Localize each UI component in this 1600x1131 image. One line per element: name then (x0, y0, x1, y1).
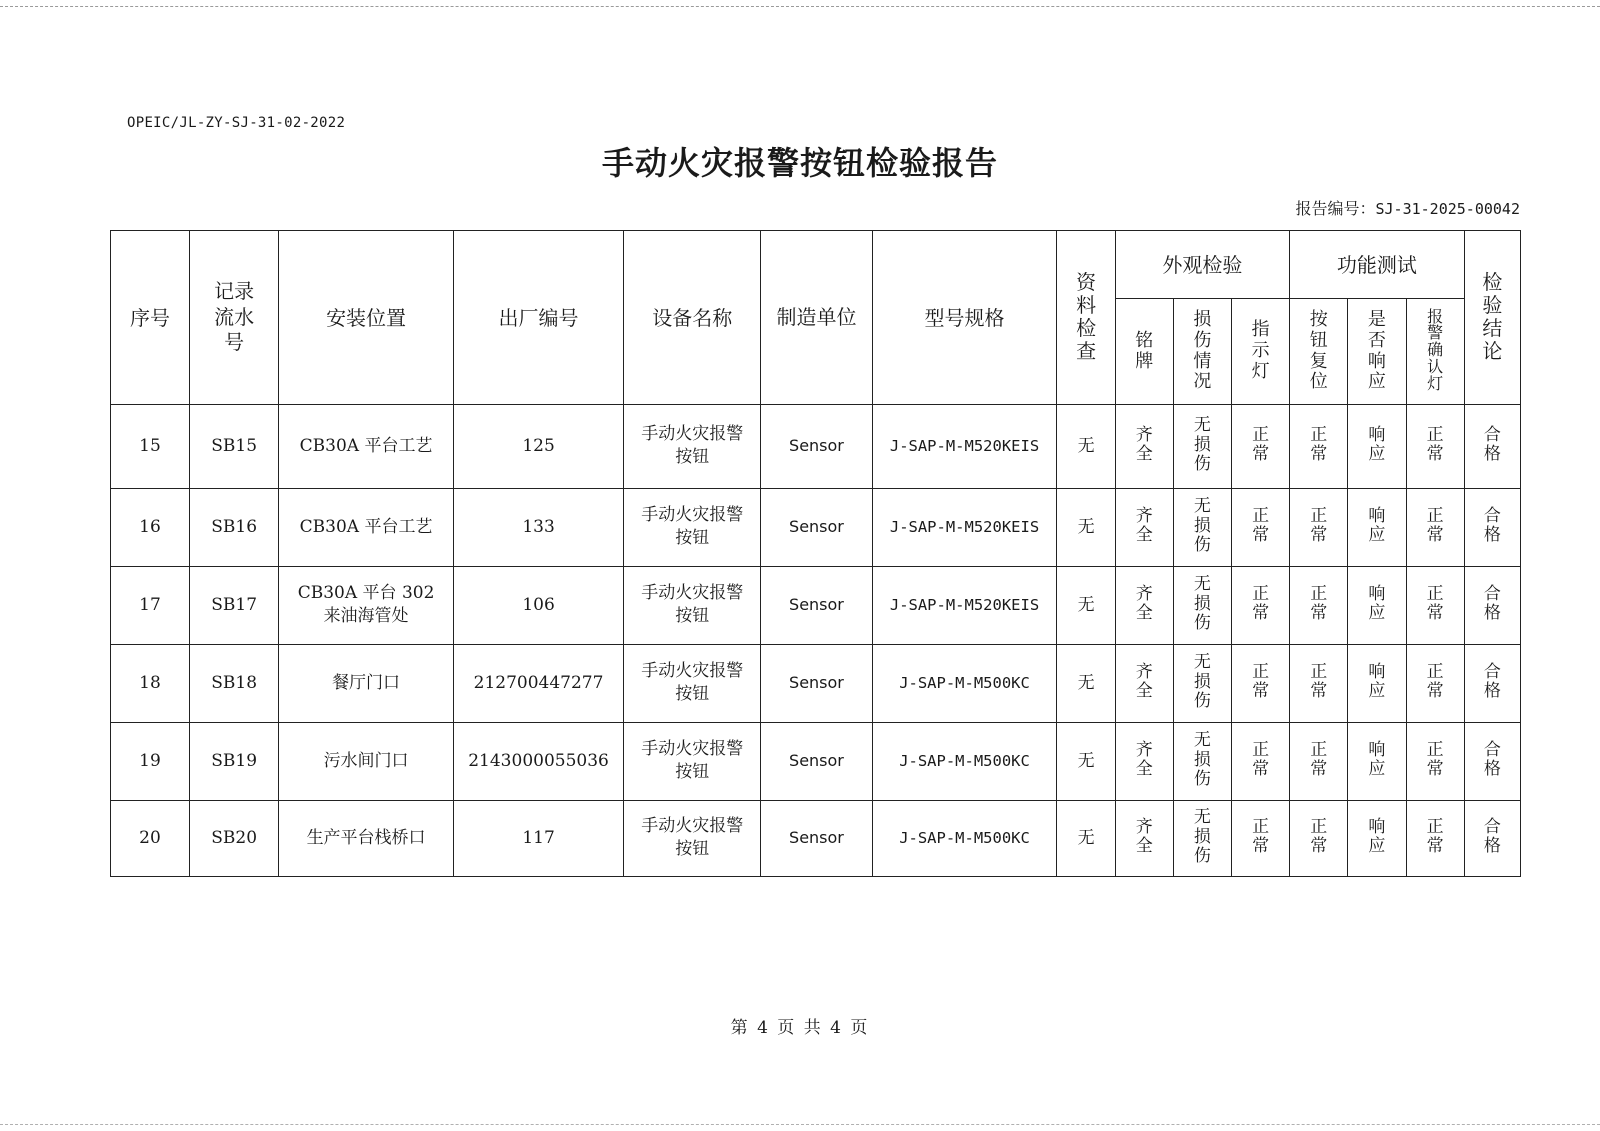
bottom-dashed-rule (0, 1124, 1600, 1125)
cell-maker: Sensor (761, 489, 872, 567)
cell-alarm-light: 正常 (1406, 723, 1464, 801)
header-function-test: 功能测试 (1290, 231, 1465, 299)
cell-indicator: 正常 (1232, 405, 1290, 489)
header-alarm-light: 报警确认灯 (1406, 299, 1464, 405)
header-conclusion: 检验结论 (1464, 231, 1520, 405)
report-number (1180, 196, 1520, 219)
cell-alarm-light: 正常 (1406, 489, 1464, 567)
cell-nameplate: 齐全 (1115, 801, 1173, 877)
cell-doc-check: 无 (1057, 489, 1115, 567)
cell-response: 响应 (1348, 567, 1406, 645)
cell-response: 响应 (1348, 801, 1406, 877)
cell-conclusion: 合格 (1464, 801, 1520, 877)
cell-reset: 正常 (1290, 405, 1348, 489)
cell-device-name: 手动火灾报警按钮 (624, 723, 761, 801)
cell-model: J-SAP-M-M500KC (872, 723, 1057, 801)
cell-response: 响应 (1348, 405, 1406, 489)
top-dashed-rule (0, 6, 1600, 7)
cell-alarm-light: 正常 (1406, 801, 1464, 877)
cell-doc-check: 无 (1057, 405, 1115, 489)
page-number: 第 4 页 共 4 页 (730, 1018, 870, 1038)
cell-maker: Sensor (761, 645, 872, 723)
cell-alarm-light: 正常 (1406, 645, 1464, 723)
cell-location: CB30A 平台工艺 (279, 405, 454, 489)
cell-reset: 正常 (1290, 801, 1348, 877)
cell-maker: Sensor (761, 723, 872, 801)
cell-serial: 212700447277 (453, 645, 623, 723)
cell-record-no: SB19 (189, 723, 278, 801)
cell-damage: 无损伤 (1173, 723, 1231, 801)
cell-doc-check: 无 (1057, 567, 1115, 645)
cell-conclusion: 合格 (1464, 723, 1520, 801)
cell-nameplate: 齐全 (1115, 645, 1173, 723)
cell-indicator: 正常 (1232, 567, 1290, 645)
header-nameplate: 铭牌 (1115, 299, 1173, 405)
cell-damage: 无损伤 (1173, 405, 1231, 489)
cell-seq: 20 (111, 801, 190, 877)
cell-conclusion: 合格 (1464, 645, 1520, 723)
cell-indicator: 正常 (1232, 801, 1290, 877)
cell-doc-check: 无 (1057, 723, 1115, 801)
cell-location: CB30A 平台 302 来油海管处 (279, 567, 454, 645)
cell-model: J-SAP-M-M500KC (872, 645, 1057, 723)
cell-location: 生产平台栈桥口 (279, 801, 454, 877)
header-appearance: 外观检验 (1115, 231, 1290, 299)
cell-doc-check: 无 (1057, 801, 1115, 877)
header-model: 型号规格 (872, 231, 1057, 405)
table-row (111, 645, 1521, 723)
cell-damage: 无损伤 (1173, 489, 1231, 567)
cell-seq: 19 (111, 723, 190, 801)
cell-location: 餐厅门口 (279, 645, 454, 723)
cell-device-name: 手动火灾报警按钮 (624, 645, 761, 723)
cell-location: CB30A 平台工艺 (279, 489, 454, 567)
cell-serial: 2143000055036 (453, 723, 623, 801)
cell-indicator: 正常 (1232, 645, 1290, 723)
table-row (111, 723, 1521, 801)
cell-seq: 16 (111, 489, 190, 567)
cell-location: 污水间门口 (279, 723, 454, 801)
header-indicator: 指示灯 (1232, 299, 1290, 405)
cell-record-no: SB17 (189, 567, 278, 645)
header-reset: 按钮复位 (1290, 299, 1348, 405)
cell-alarm-light: 正常 (1406, 567, 1464, 645)
table-row (111, 489, 1521, 567)
table-row (111, 567, 1521, 645)
cell-damage: 无损伤 (1173, 801, 1231, 877)
report-number-label: 报告编号： (1295, 199, 1376, 218)
cell-device-name: 手动火灾报警按钮 (624, 801, 761, 877)
cell-conclusion: 合格 (1464, 567, 1520, 645)
table-row (111, 405, 1521, 489)
cell-nameplate: 齐全 (1115, 723, 1173, 801)
cell-nameplate: 齐全 (1115, 405, 1173, 489)
header-record-no: 记录流水号 (189, 231, 278, 405)
header-device: 设备名称 (624, 231, 761, 405)
cell-conclusion: 合格 (1464, 489, 1520, 567)
cell-model: J-SAP-M-M500KC (872, 801, 1057, 877)
header-seq: 序号 (111, 231, 190, 405)
cell-reset: 正常 (1290, 723, 1348, 801)
header-location: 安装位置 (279, 231, 454, 405)
cell-record-no: SB20 (189, 801, 278, 877)
header-response: 是否响应 (1348, 299, 1406, 405)
cell-damage: 无损伤 (1173, 567, 1231, 645)
cell-nameplate: 齐全 (1115, 489, 1173, 567)
cell-reset: 正常 (1290, 489, 1348, 567)
document-code: OPEIC/JL-ZY-SJ-31-02-2022 (127, 115, 346, 131)
cell-device-name: 手动火灾报警按钮 (624, 567, 761, 645)
header-damage: 损伤情况 (1173, 299, 1231, 405)
cell-record-no: SB15 (189, 405, 278, 489)
cell-model: J-SAP-M-M520KEIS (872, 405, 1057, 489)
cell-seq: 15 (111, 405, 190, 489)
cell-maker: Sensor (761, 567, 872, 645)
cell-response: 响应 (1348, 489, 1406, 567)
cell-damage: 无损伤 (1173, 645, 1231, 723)
cell-reset: 正常 (1290, 645, 1348, 723)
cell-reset: 正常 (1290, 567, 1348, 645)
cell-doc-check: 无 (1057, 645, 1115, 723)
cell-serial: 125 (453, 405, 623, 489)
report-title: 手动火灾报警按钮检验报告 (601, 144, 998, 182)
cell-device-name: 手动火灾报警按钮 (624, 489, 761, 567)
cell-seq: 17 (111, 567, 190, 645)
report-number-value: SJ-31-2025-00042 (1375, 200, 1520, 218)
cell-maker: Sensor (761, 801, 872, 877)
cell-model: J-SAP-M-M520KEIS (872, 567, 1057, 645)
table-body (111, 405, 1521, 877)
cell-conclusion: 合格 (1464, 405, 1520, 489)
cell-response: 响应 (1348, 645, 1406, 723)
cell-serial: 133 (453, 489, 623, 567)
cell-nameplate: 齐全 (1115, 567, 1173, 645)
cell-record-no: SB16 (189, 489, 278, 567)
cell-response: 响应 (1348, 723, 1406, 801)
cell-indicator: 正常 (1232, 723, 1290, 801)
table-row (111, 801, 1521, 877)
cell-device-name: 手动火灾报警按钮 (624, 405, 761, 489)
cell-maker: Sensor (761, 405, 872, 489)
cell-indicator: 正常 (1232, 489, 1290, 567)
header-doc-check: 资料检查 (1057, 231, 1115, 405)
inspection-table (110, 230, 1521, 877)
cell-serial: 117 (453, 801, 623, 877)
header-serial: 出厂编号 (453, 231, 623, 405)
cell-serial: 106 (453, 567, 623, 645)
cell-alarm-light: 正常 (1406, 405, 1464, 489)
cell-seq: 18 (111, 645, 190, 723)
cell-model: J-SAP-M-M520KEIS (872, 489, 1057, 567)
cell-record-no: SB18 (189, 645, 278, 723)
header-maker: 制造单位 (761, 231, 872, 405)
